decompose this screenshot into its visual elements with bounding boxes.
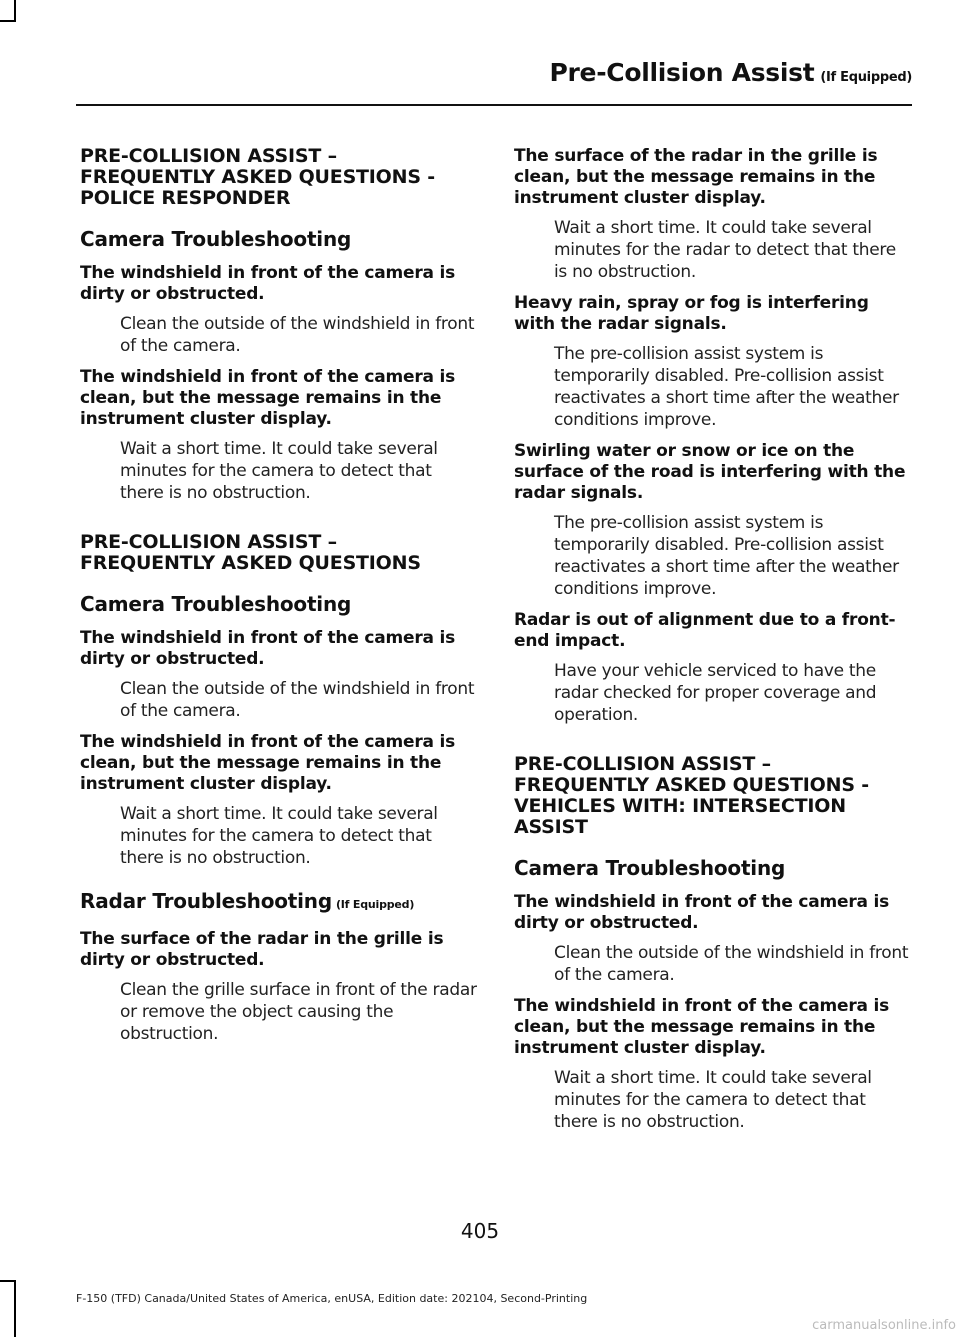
section-title-police-responder: PRE-COLLISION ASSIST – FREQUENTLY ASKED QUESTIONS - POLICE RESPONDER [80,145,435,209]
question: The windshield in front of the camera is dirty or obstructed. [80,263,456,304]
radar-subheading-text: Radar Troubleshooting [80,889,332,913]
left-column [80,146,478,1055]
answer: Clean the outside of the windshield in front of the camera. [120,314,475,356]
section-title-intersection-assist: PRE-COLLISION ASSIST – FREQUENTLY ASKED QUESTIONS - VEHICLES WITH: INTERSECTION ASSIST [514,753,869,838]
question: The windshield in front of the camera is dirty or obstructed. [80,628,456,669]
crop-mark-bottom-left [0,1280,16,1282]
watermark: carmanualsonline.info [812,1318,956,1333]
answer: Wait a short time. It could take several minutes for the camera to detect that there is no obstruction. [120,804,438,868]
answer: Wait a short time. It could take several minutes for the radar to detect that there is no obstruction. [554,218,896,282]
answer: The pre-collision assist system is temporarily disabled. Pre-collision assist reactivates a short time after the weather conditions improve. [554,513,899,599]
right-column [514,146,912,1143]
question: The windshield in front of the camera is dirty or obstructed. [514,892,890,933]
subheading-radar-troubleshooting [80,889,478,917]
page-header [550,58,913,87]
header-divider [76,104,912,106]
crop-mark-top [14,0,16,22]
answer: The pre-collision assist system is temporarily disabled. Pre-collision assist reactivates a short time after the weather conditions improve. [554,344,899,430]
header-title: Pre-Collision Assist [549,58,815,87]
crop-mark-top-left [0,20,16,22]
radar-qualifier: (If Equipped) [335,898,415,911]
question: Swirling water or snow or ice on the surface of the road is interfering with the radar signals. [514,441,906,503]
answer: Have your vehicle serviced to have the radar checked for proper coverage and operation. [554,661,877,725]
answer: Clean the outside of the windshield in front of the camera. [554,943,909,985]
question: The windshield in front of the camera is clean, but the message remains in the instrument cluster display. [514,996,890,1058]
subheading-camera-troubleshooting: Camera Troubleshooting [80,592,352,616]
edition-footer: F-150 (TFD) Canada/United States of America, enUSA, Edition date: 202104, Second-Printing [76,1292,588,1305]
subheading-camera-troubleshooting: Camera Troubleshooting [80,227,352,251]
answer: Wait a short time. It could take several minutes for the camera to detect that there is no obstruction. [120,439,438,503]
question: The surface of the radar in the grille is clean, but the message remains in the instrument cluster display. [514,146,878,208]
section-title-faq: PRE-COLLISION ASSIST – FREQUENTLY ASKED QUESTIONS [80,531,421,574]
answer: Clean the outside of the windshield in front of the camera. [120,679,475,721]
answer: Wait a short time. It could take several minutes for the camera to detect that there is no obstruction. [554,1068,872,1132]
question: Radar is out of alignment due to a front-end impact. [514,610,896,651]
crop-mark-bottom [14,1280,16,1337]
question: The windshield in front of the camera is clean, but the message remains in the instrument cluster display. [80,732,456,794]
header-qualifier: (If Equipped) [820,70,912,85]
question: The surface of the radar in the grille is dirty or obstructed. [80,929,444,970]
page-number: 405 [460,1219,500,1243]
answer: Clean the grille surface in front of the radar or remove the object causing the obstruction. [120,980,477,1044]
question: Heavy rain, spray or fog is interfering with the radar signals. [514,293,869,334]
question: The windshield in front of the camera is clean, but the message remains in the instrument cluster display. [80,367,456,429]
subheading-camera-troubleshooting: Camera Troubleshooting [514,856,786,880]
